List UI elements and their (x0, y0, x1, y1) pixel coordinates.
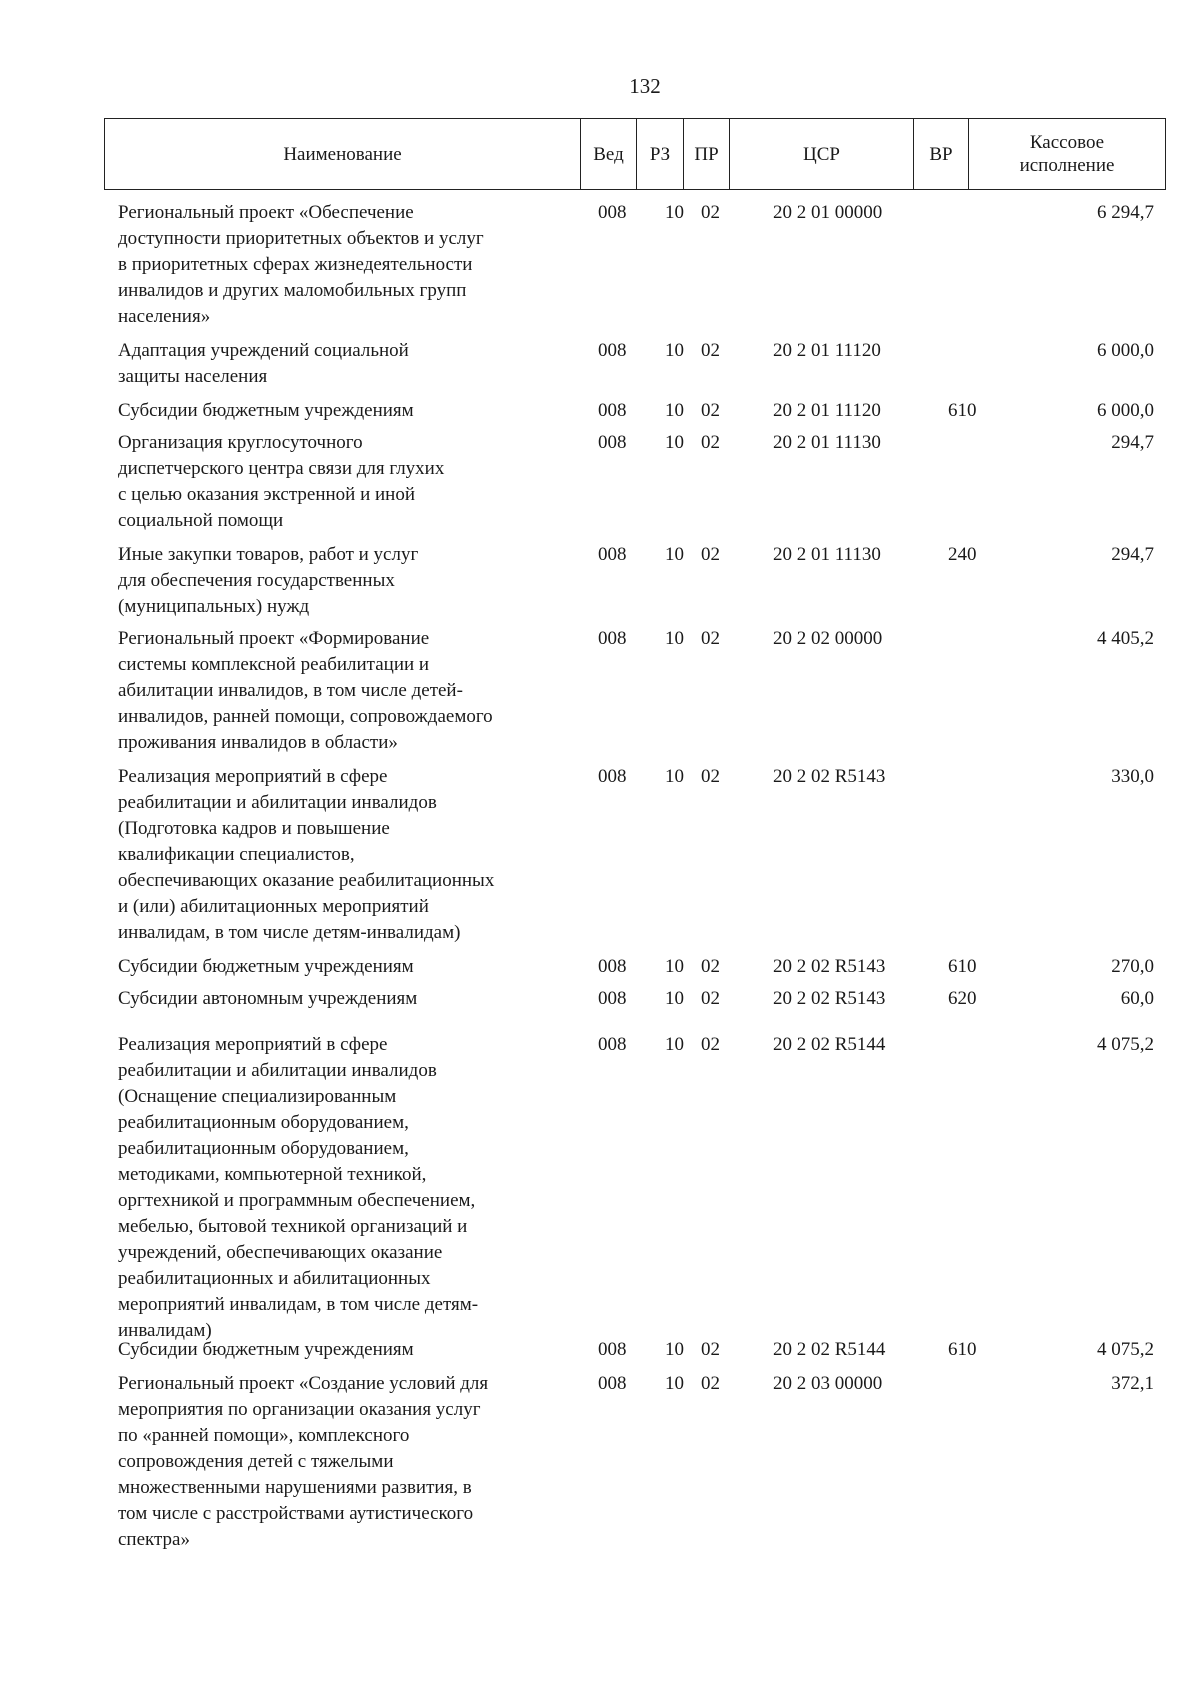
row-name-line: Иные закупки товаров, работ и услуг (118, 544, 419, 565)
row-ved: 008 (598, 988, 627, 1009)
row-pr: 02 (701, 400, 720, 421)
row-name-line: реабилитационных и абилитационных (118, 1268, 431, 1289)
row-name-line: сопровождения детей с тяжелыми (118, 1451, 394, 1472)
row-rz: 10 (665, 956, 684, 977)
row-sum: 330,0 (1111, 766, 1154, 787)
row-name-line: реабилитации и абилитации инвалидов (118, 792, 437, 813)
row-ved: 008 (598, 1034, 627, 1055)
row-csr: 20 2 01 11130 (773, 432, 881, 453)
row-name-line: инвалидам) (118, 1320, 212, 1341)
col-sum-header: Кассовое исполнение (1019, 132, 1115, 176)
row-name-line: Региональный проект «Обеспечение (118, 202, 414, 223)
row-csr: 20 2 02 R5144 (773, 1339, 886, 1360)
row-pr: 02 (701, 988, 720, 1009)
row-name-line: с целью оказания экстренной и иной (118, 484, 416, 505)
row-csr: 20 2 02 00000 (773, 628, 883, 649)
row-rz: 10 (665, 1034, 684, 1055)
col-ved-header: Вед (581, 119, 637, 189)
row-name-line: абилитации инвалидов, в том числе детей- (118, 680, 463, 701)
row-name-line: для обеспечения государственных (118, 570, 395, 591)
row-name-line: населения» (118, 306, 211, 327)
row-csr: 20 2 02 R5143 (773, 988, 886, 1009)
row-name-line: социальной помощи (118, 510, 284, 531)
row-name-line: Адаптация учреждений социальной (118, 340, 409, 361)
row-name-line: по «ранней помощи», комплексного (118, 1425, 410, 1446)
row-sum: 372,1 (1111, 1373, 1154, 1394)
row-rz: 10 (665, 766, 684, 787)
row-csr: 20 2 01 11130 (773, 544, 881, 565)
col-name-header: Наименование (105, 119, 581, 189)
row-csr: 20 2 03 00000 (773, 1373, 883, 1394)
row-name-line: квалификации специалистов, (118, 844, 355, 865)
row-name-line: Региональный проект «Формирование (118, 628, 430, 649)
row-sum: 270,0 (1111, 956, 1154, 977)
row-rz: 10 (665, 202, 684, 223)
row-pr: 02 (701, 956, 720, 977)
row-name-line: мероприятия по организации оказания услуг (118, 1399, 481, 1420)
row-sum: 4 405,2 (1097, 628, 1154, 649)
row-name-line: и (или) абилитационных мероприятий (118, 896, 429, 917)
row-rz: 10 (665, 1373, 684, 1394)
row-name-line: Реализация мероприятий в сфере (118, 1034, 388, 1055)
row-vr: 620 (948, 988, 977, 1009)
row-pr: 02 (701, 202, 720, 223)
row-name-line: Субсидии бюджетным учреждениям (118, 1339, 414, 1360)
row-name-line: в приоритетных сферах жизнедеятельности (118, 254, 473, 275)
row-rz: 10 (665, 400, 684, 421)
row-name (118, 986, 578, 1012)
row-name-line: мероприятий инвалидам, в том числе детям- (118, 1294, 479, 1315)
col-vr-header: ВР (914, 119, 969, 189)
row-name (118, 626, 578, 756)
row-pr: 02 (701, 1034, 720, 1055)
row-ved: 008 (598, 432, 627, 453)
row-name-line: проживания инвалидов в области» (118, 732, 398, 753)
row-rz: 10 (665, 544, 684, 565)
row-ved: 008 (598, 956, 627, 977)
page-number: 132 (629, 74, 661, 98)
row-name (118, 398, 578, 424)
row-name (118, 1032, 578, 1344)
row-csr: 20 2 01 11120 (773, 400, 881, 421)
row-name (118, 200, 578, 330)
row-csr: 20 2 02 R5143 (773, 766, 886, 787)
row-name-line: спектра» (118, 1529, 190, 1550)
row-name-line: инвалидам, в том числе детям-инвалидам) (118, 922, 461, 943)
row-name-line: реабилитации и абилитации инвалидов (118, 1060, 437, 1081)
row-ved: 008 (598, 340, 627, 361)
row-name-line: инвалидов, ранней помощи, сопровождаемого (118, 706, 493, 727)
row-name (118, 764, 578, 946)
row-csr: 20 2 01 11120 (773, 340, 881, 361)
row-csr: 20 2 02 R5143 (773, 956, 886, 977)
row-pr: 02 (701, 1373, 720, 1394)
row-name-line: Субсидии бюджетным учреждениям (118, 956, 414, 977)
row-name-line: системы комплексной реабилитации и (118, 654, 430, 675)
col-rz-header: РЗ (637, 119, 684, 189)
row-name (118, 954, 578, 980)
row-sum: 4 075,2 (1097, 1339, 1154, 1360)
row-ved: 008 (598, 400, 627, 421)
row-name-line: Субсидии бюджетным учреждениям (118, 400, 414, 421)
row-vr: 610 (948, 400, 977, 421)
row-name-line: (Оснащение специализированным (118, 1086, 397, 1107)
row-name-line: множественными нарушениями развития, в (118, 1477, 472, 1498)
row-pr: 02 (701, 544, 720, 565)
row-name-line: (муниципальных) нужд (118, 596, 310, 617)
row-name-line: учреждений, обеспечивающих оказание (118, 1242, 443, 1263)
row-name-line: методиками, компьютерной техникой, (118, 1164, 427, 1185)
row-csr: 20 2 01 00000 (773, 202, 883, 223)
row-name-line: том числе с расстройствами аутистического (118, 1503, 474, 1524)
row-sum: 6 000,0 (1097, 400, 1154, 421)
row-rz: 10 (665, 340, 684, 361)
row-name-line: реабилитационным оборудованием, (118, 1138, 409, 1159)
row-name (118, 1337, 578, 1363)
row-pr: 02 (701, 766, 720, 787)
row-csr: 20 2 02 R5144 (773, 1034, 886, 1055)
row-vr: 610 (948, 1339, 977, 1360)
row-name-line: (Подготовка кадров и повышение (118, 818, 390, 839)
col-pr-header: ПР (684, 119, 730, 189)
row-name-line: оргтехникой и программным обеспечением, (118, 1190, 476, 1211)
row-vr: 240 (948, 544, 977, 565)
row-pr: 02 (701, 628, 720, 649)
row-ved: 008 (598, 766, 627, 787)
row-sum: 4 075,2 (1097, 1034, 1154, 1055)
row-rz: 10 (665, 1339, 684, 1360)
row-sum: 6 294,7 (1097, 202, 1154, 223)
row-ved: 008 (598, 544, 627, 565)
row-name-line: Реализация мероприятий в сфере (118, 766, 388, 787)
row-sum: 60,0 (1120, 988, 1154, 1009)
row-name-line: мебелью, бытовой техникой организаций и (118, 1216, 468, 1237)
row-name-line: доступности приоритетных объектов и услуг (118, 228, 484, 249)
row-name-line: Региональный проект «Создание условий для (118, 1373, 489, 1394)
row-rz: 10 (665, 432, 684, 453)
row-name (118, 1371, 578, 1553)
row-ved: 008 (598, 202, 627, 223)
row-ved: 008 (598, 628, 627, 649)
row-name-line: Субсидии автономным учреждениям (118, 988, 418, 1009)
row-name (118, 338, 578, 390)
row-pr: 02 (701, 1339, 720, 1360)
row-pr: 02 (701, 340, 720, 361)
row-name (118, 430, 578, 534)
row-sum: 294,7 (1111, 544, 1154, 565)
row-vr: 610 (948, 956, 977, 977)
row-ved: 008 (598, 1373, 627, 1394)
row-name-line: диспетчерского центра связи для глухих (118, 458, 445, 479)
row-name (118, 542, 578, 620)
row-pr: 02 (701, 432, 720, 453)
row-name-line: инвалидов и других маломобильных групп (118, 280, 467, 301)
row-sum: 294,7 (1111, 432, 1154, 453)
row-name-line: реабилитационным оборудованием, (118, 1112, 409, 1133)
row-ved: 008 (598, 1339, 627, 1360)
table-header (104, 118, 1166, 190)
row-name-line: Организация круглосуточного (118, 432, 363, 453)
col-csr-header: ЦСР (730, 119, 914, 189)
row-rz: 10 (665, 988, 684, 1009)
row-name-line: обеспечивающих оказание реабилитационных (118, 870, 495, 891)
row-sum: 6 000,0 (1097, 340, 1154, 361)
row-name-line: защиты населения (118, 366, 268, 387)
row-rz: 10 (665, 628, 684, 649)
